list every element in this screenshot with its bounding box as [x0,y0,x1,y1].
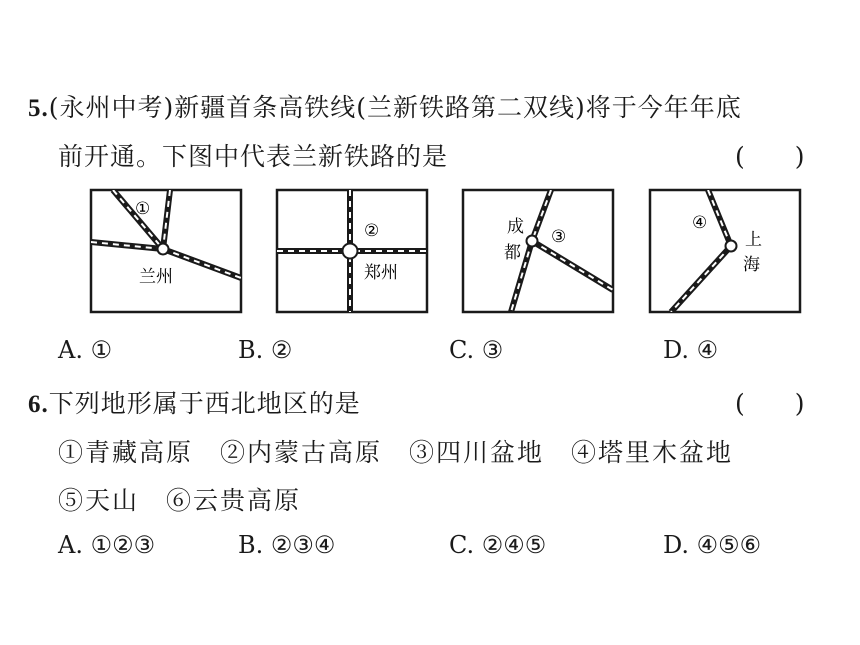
map-4-shanghai [650,190,800,312]
q5-stem-line2: 前开通。下图中代表兰新铁路的是 [58,142,449,171]
q5-stem-line1: (永州中考)新疆首条高铁线(兰新铁路第二双线)将于今年年底 [48,93,742,122]
q5-option-c[interactable]: C. ③ [449,336,504,364]
q6-line1 [28,384,361,420]
q6-items-line2: ⑤天山 ⑥云贵高原 [58,486,302,515]
map-2-zhengzhou [277,190,427,312]
q5-option-a[interactable]: A. ① [58,336,113,364]
q5-number: 5. [28,95,49,122]
q5-option-d[interactable]: D. ④ [663,336,719,364]
q6-number: 6. [28,391,49,418]
q5-option-b[interactable]: B. ② [238,336,293,364]
map-2-marker: ② [364,221,380,241]
q5-answer-blank[interactable]: ( ) [735,142,805,171]
map-4-city-top: 上 [745,230,762,250]
map-3-marker: ③ [551,227,567,247]
map-1-lanzhou [91,190,241,312]
q6-answer-blank[interactable]: ( ) [735,389,805,418]
map-3-city-top: 成 [507,217,524,237]
map-4-marker: ④ [692,213,708,233]
q6-option-b[interactable]: B. ②③④ [238,531,336,559]
q6-items-line1: ①青藏高原 ②内蒙古高原 ③四川盆地 ④塔里木盆地 [58,438,734,467]
map-3-city-bottom: 都 [504,243,521,263]
map-1-city: 兰州 [139,267,173,287]
map-4-city-bottom: 海 [743,255,760,275]
q6-option-d[interactable]: D. ④⑤⑥ [663,531,762,559]
q6-option-c[interactable]: C. ②④⑤ [449,531,547,559]
q6-stem: 下列地形属于西北地区的是 [48,389,361,418]
q6-option-a[interactable]: A. ①②③ [58,531,156,559]
map-3-chengdu [463,190,613,312]
map-1-marker: ① [135,199,151,219]
map-2-city: 郑州 [364,263,398,283]
